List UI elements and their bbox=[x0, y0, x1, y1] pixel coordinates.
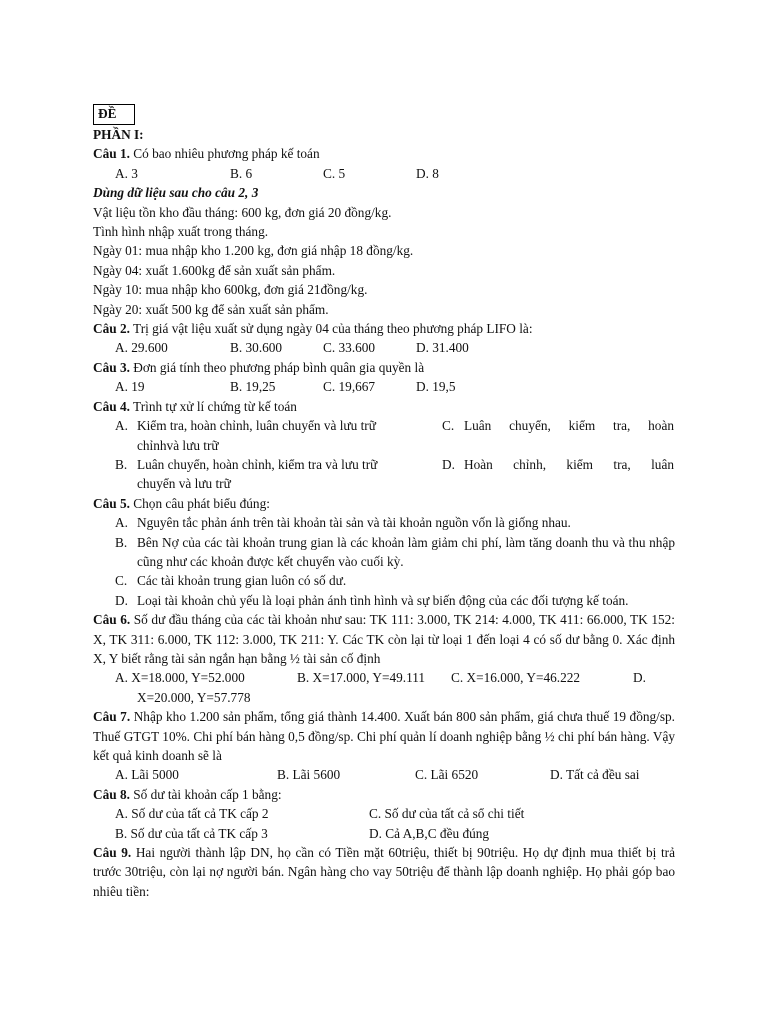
option-text: Nguyên tắc phản ánh trên tài khoản tài sản và tài khoản nguồn vốn là giống nhau. bbox=[137, 515, 571, 531]
question-label: Câu 6. bbox=[93, 612, 131, 628]
option-c-text: Luân chuyển, kiểm tra, hoàn bbox=[464, 418, 674, 434]
option-a bbox=[115, 416, 442, 455]
question-8 bbox=[93, 785, 675, 804]
part-heading: PHẦN I: bbox=[93, 127, 144, 142]
question-6 bbox=[93, 610, 675, 668]
option-d: D. Cả A,B,C đều đúng bbox=[369, 825, 490, 841]
question-text: Hai người thành lập DN, họ cần có Tiền mặt 60triệu, thiết bị 90triệu. Họ dự định mua thiết bị trả trước 30triệu, còn lại nợ người bán. Ngân hàng cho vay 50triệu để thành lập doanh nghiệp. Họ phải góp bao nhiêu tiền: bbox=[93, 845, 675, 899]
de-title: ĐỀ bbox=[93, 104, 135, 125]
question-2 bbox=[93, 319, 675, 338]
option-d: D. 8 bbox=[416, 165, 439, 181]
option-text: Các tài khoản trung gian luôn có số dư. bbox=[137, 573, 347, 589]
option-b: B. 19,25 bbox=[230, 379, 276, 395]
option-b: B. Lãi 5600 bbox=[277, 767, 341, 783]
question-label: Câu 3. bbox=[93, 359, 130, 375]
option-text bbox=[137, 416, 427, 455]
option-a: A. Số dư của tất cả TK cấp 2 bbox=[115, 806, 269, 822]
option-b: B. Số dư của tất cả TK cấp 3 bbox=[115, 825, 268, 841]
option-d bbox=[442, 455, 675, 474]
option-d-text: X=20.000, Y=57.778 bbox=[137, 689, 251, 705]
option-text: Bên Nợ của các tài khoản trung gian là các khoản làm giảm chi phí, làm tăng doanh thu và thu nhập cũng như các khoản được kết chuyển vào cuối kỳ. bbox=[137, 534, 675, 569]
question-3 bbox=[93, 358, 675, 377]
option-key: B. bbox=[115, 534, 128, 550]
data-line: Ngày 04: xuất 1.600kg để sản xuất sản phẩm. bbox=[93, 262, 336, 278]
option-key: D. bbox=[442, 456, 455, 472]
option-a bbox=[115, 513, 675, 532]
exam-page bbox=[93, 104, 675, 901]
option-d: D. 31.400 bbox=[416, 340, 469, 356]
question-8-options bbox=[93, 804, 675, 843]
options-row bbox=[115, 824, 675, 843]
option-b bbox=[115, 455, 442, 474]
option-b: B. 30.600 bbox=[230, 340, 283, 356]
question-6-options bbox=[93, 668, 675, 687]
option-d: D. 19,5 bbox=[416, 379, 456, 395]
data-line: Vật liệu tồn kho đầu tháng: 600 kg, đơn giá 20 đồng/kg. bbox=[93, 204, 392, 220]
question-5-options bbox=[93, 513, 675, 610]
option-key: D. bbox=[115, 592, 128, 608]
option-c: C. Số dư của tất cả sổ chi tiết bbox=[369, 806, 525, 822]
question-1-options bbox=[93, 164, 675, 183]
option-d-text-cont: chuyển và lưu trữ bbox=[137, 476, 231, 492]
option-c bbox=[442, 416, 675, 455]
question-label: Câu 1. bbox=[93, 146, 130, 162]
option-c: C. 33.600 bbox=[323, 340, 376, 356]
question-5 bbox=[93, 494, 675, 513]
option-c: C. 5 bbox=[323, 165, 346, 181]
question-3-options bbox=[93, 377, 675, 396]
question-text: Chọn câu phát biểu đúng: bbox=[129, 495, 270, 511]
option-d: D. Tất cả đều sai bbox=[550, 767, 640, 783]
question-4-options-row-2 bbox=[93, 455, 675, 474]
option-a: A. 3 bbox=[115, 165, 138, 181]
question-label: Câu 2. bbox=[93, 321, 130, 337]
question-label: Câu 5. bbox=[93, 495, 130, 511]
option-a-text: Kiểm tra, hoàn chỉnh, luân chuyển và lưu trữ bbox=[137, 418, 376, 434]
option-key: C. bbox=[442, 418, 455, 434]
question-7-options bbox=[93, 765, 675, 784]
option-d: D. bbox=[633, 670, 646, 686]
option-a: A. X=18.000, Y=52.000 bbox=[115, 670, 245, 686]
question-text: Trị giá vật liệu xuất sử dụng ngày 04 của tháng theo phương pháp LIFO là: bbox=[129, 321, 533, 337]
option-d-text: Hoàn chỉnh, kiểm tra, luân bbox=[464, 456, 674, 472]
option-b-text: Luân chuyển, hoàn chỉnh, kiểm tra và lưu trữ bbox=[137, 456, 378, 472]
option-c: C. Lãi 6520 bbox=[415, 767, 479, 783]
option-a: A. Lãi 5000 bbox=[115, 767, 179, 783]
question-label: Câu 4. bbox=[93, 398, 130, 414]
question-text: Số dư tài khoản cấp 1 bằng: bbox=[129, 786, 282, 802]
question-label: Câu 9. bbox=[93, 845, 132, 861]
option-c bbox=[115, 571, 675, 590]
data-line: Tình hình nhập xuất trong tháng. bbox=[93, 224, 269, 240]
question-9 bbox=[93, 843, 675, 901]
option-c: C. 19,667 bbox=[323, 379, 376, 395]
question-text: Số dư đầu tháng của các tài khoản như sau: TK 111: 3.000, TK 214: 4.000, TK 411: 66.000, TK 152: X, TK 311: 6.000, TK 112: 3.000, TK 211: Y. Các TK còn lại từ loại 1 đến loại 4 có số dư bằng 0. Xác định X, Y biết rằng tài sản ngắn hạn bằng ½ tài sản cố định bbox=[93, 612, 675, 666]
question-1 bbox=[93, 144, 675, 163]
option-b: B. 6 bbox=[230, 165, 253, 181]
option-a: A. 19 bbox=[115, 379, 145, 395]
option-key: A. bbox=[115, 515, 128, 531]
option-c: C. X=16.000, Y=46.222 bbox=[451, 670, 581, 686]
data-line: Ngày 01: mua nhập kho 1.200 kg, đơn giá nhập 18 đồng/kg. bbox=[93, 243, 414, 259]
data-block-title: Dùng dữ liệu sau cho câu 2, 3 bbox=[93, 185, 259, 201]
option-key: C. bbox=[115, 573, 128, 589]
option-text: Loại tài khoản chủ yếu là loại phản ánh tình hình và sự biến động của các đối tượng kế toán. bbox=[137, 592, 629, 608]
de-title-box bbox=[93, 104, 675, 125]
option-key: A. bbox=[115, 418, 128, 434]
question-4 bbox=[93, 397, 675, 416]
data-line: Ngày 10: mua nhập kho 600kg, đơn giá 21đồng/kg. bbox=[93, 282, 368, 298]
option-b bbox=[115, 533, 675, 572]
question-text: Đơn giá tính theo phương pháp bình quân gia quyền là bbox=[129, 359, 425, 375]
question-text: Trình tự xử lí chứng từ kế toán bbox=[129, 398, 297, 414]
question-text: Có bao nhiêu phương pháp kế toán bbox=[129, 146, 320, 162]
option-a-text-cont: chỉnhvà lưu trữ bbox=[137, 437, 219, 453]
option-key: B. bbox=[115, 456, 128, 472]
question-7 bbox=[93, 707, 675, 765]
options-row bbox=[115, 804, 675, 823]
option-d bbox=[115, 591, 675, 610]
option-text bbox=[137, 455, 427, 474]
question-label: Câu 7. bbox=[93, 709, 131, 725]
option-b: B. X=17.000, Y=49.111 bbox=[297, 670, 426, 686]
option-a: A. 29.600 bbox=[115, 340, 168, 356]
question-4-options-row-1 bbox=[93, 416, 675, 455]
question-text: Nhập kho 1.200 sản phẩm, tổng giá thành 14.400. Xuất bán 800 sản phẩm, giá chưa thuế 19 đồng/sp. Thuế GTGT 10%. Chi phí bán hàng 0,5 đồng/sp. Chi phí quản lí doanh nghiệp bằng ½ chi phí bán hàng. Vậy kết quả kinh doanh sẽ là bbox=[93, 709, 675, 763]
data-line: Ngày 20: xuất 500 kg để sản xuất sản phẩm. bbox=[93, 301, 329, 317]
question-2-options bbox=[93, 338, 675, 357]
question-label: Câu 8. bbox=[93, 786, 130, 802]
